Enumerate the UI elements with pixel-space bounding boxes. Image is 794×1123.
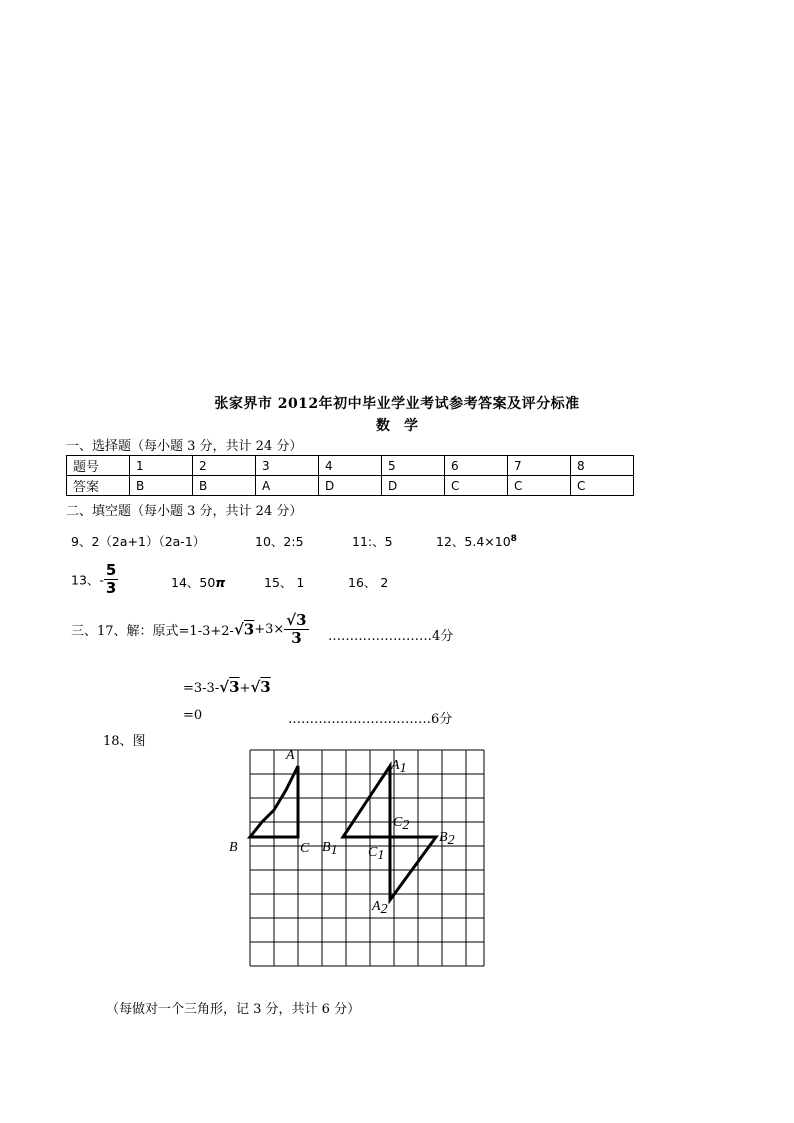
table-cell: A — [256, 476, 319, 496]
grid-figure — [226, 740, 496, 975]
q18-label: 18、图 — [103, 734, 146, 749]
answer-12 — [436, 532, 517, 550]
fraction-denominator: 3 — [105, 579, 117, 597]
q17-fraction — [284, 612, 308, 647]
table-cell: C — [571, 476, 634, 496]
q17-score-1: ……………………4分 — [328, 629, 454, 644]
triangle-a1b1c1 — [343, 766, 390, 837]
q17-line3: =0 — [183, 708, 203, 723]
fraction-denominator: 3 — [291, 629, 302, 647]
label-b: B — [229, 840, 238, 855]
sqrt-3: √3 — [233, 620, 255, 639]
answer-14 — [171, 573, 225, 591]
q18-scoring-note: （每做对一个三角形，记 3 分，共计 6 分） — [106, 1002, 361, 1017]
answer-13-fraction — [104, 562, 118, 597]
label-c2: C2 — [393, 815, 410, 833]
section1-heading: 一、选择题（每小题 3 分，共计 24 分） — [66, 439, 303, 454]
answer-9: 9、2（2a+1）（2a-1） — [71, 534, 206, 549]
answer-12-text: 12、5.4×10 — [436, 534, 511, 549]
table-cell: B — [130, 476, 193, 496]
table-cell: 7 — [508, 456, 571, 476]
page-title: 张家界市 2012年初中毕业学业考试参考答案及评分标准 — [214, 396, 580, 412]
q17-line1 — [71, 612, 309, 647]
grid — [250, 750, 484, 966]
q17-line2-prefix: =3-3- — [183, 681, 220, 696]
fraction-numerator: 5 — [105, 561, 117, 579]
label-b2: B2 — [439, 830, 455, 848]
table-cell: D — [319, 476, 382, 496]
q17-score-2: ……………………………6分 — [288, 712, 453, 727]
row-label: 题号 — [67, 456, 130, 476]
label-a: A — [286, 748, 295, 763]
table-cell: C — [508, 476, 571, 496]
answer-13-prefix: 13、- — [71, 572, 104, 588]
label-a2: A2 — [372, 899, 388, 917]
answer-13 — [71, 562, 118, 597]
table-cell: 5 — [382, 456, 445, 476]
answer-11: 11:、5 — [352, 534, 393, 549]
plus-sign: + — [239, 681, 251, 696]
radicand: 3 — [260, 678, 271, 696]
row-label: 答案 — [67, 476, 130, 496]
radicand: 3 — [229, 678, 240, 696]
pi-symbol: π — [215, 575, 226, 590]
table-cell: 8 — [571, 456, 634, 476]
table-cell: D — [382, 476, 445, 496]
radicand: 3 — [243, 620, 255, 639]
section2-heading: 二、填空题（每小题 3 分，共计 24 分） — [66, 504, 303, 519]
answer-table — [66, 455, 634, 496]
answer-15: 15、 1 — [264, 575, 305, 590]
table-cell: B — [193, 476, 256, 496]
answer-14-text: 14、50 — [171, 575, 216, 590]
table-cell: 3 — [256, 456, 319, 476]
label-c1: C1 — [368, 845, 385, 863]
answer-16: 16、 2 — [348, 575, 389, 590]
answer-12-exponent: 8 — [510, 533, 517, 544]
page-subtitle: 数 学 — [376, 418, 418, 434]
table-cell: 2 — [193, 456, 256, 476]
radicand: 3 — [296, 611, 307, 629]
fraction-numerator: √3 — [286, 611, 307, 629]
table-cell: C — [445, 476, 508, 496]
table-row — [67, 456, 634, 476]
table-cell: 6 — [445, 456, 508, 476]
label-c: C — [300, 841, 310, 856]
table-row — [67, 476, 634, 496]
q17-mid: +3× — [254, 622, 285, 637]
table-cell: 4 — [319, 456, 382, 476]
sqrt-3: √3 — [250, 678, 271, 696]
sqrt-3: √3 — [219, 678, 240, 696]
q17-line2 — [183, 678, 271, 696]
table-cell: 1 — [130, 456, 193, 476]
label-a1: A1 — [391, 758, 407, 776]
label-b1: B1 — [322, 840, 338, 858]
answer-10: 10、2:5 — [255, 534, 304, 549]
q17-prefix: 三、17、解：原式=1-3+2- — [71, 624, 234, 639]
